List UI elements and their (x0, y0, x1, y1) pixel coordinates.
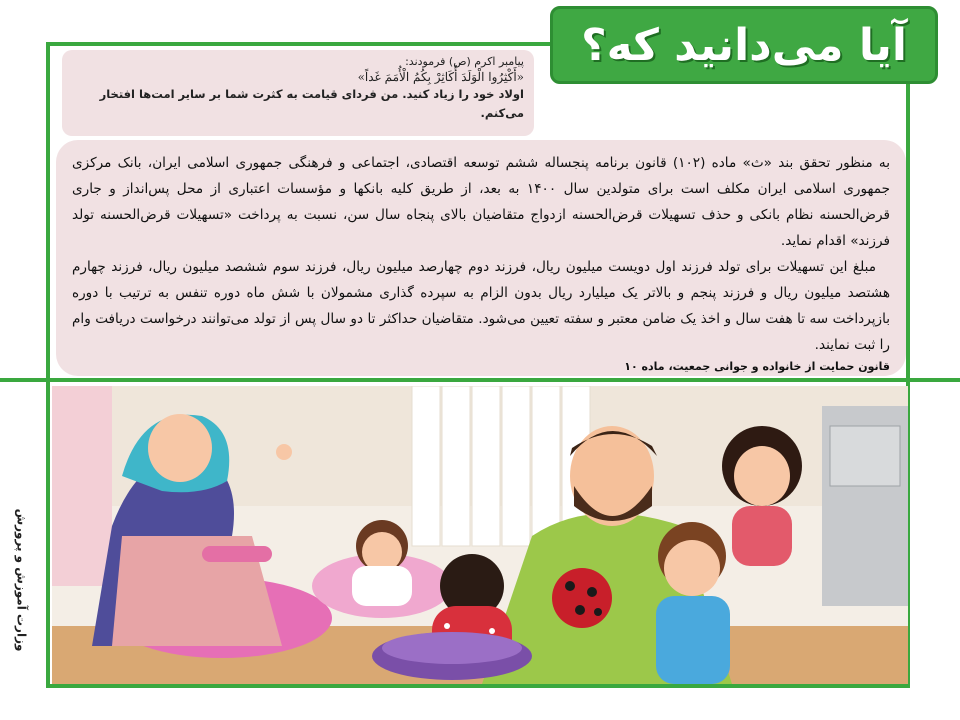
divider-line (0, 378, 960, 382)
family-scene (52, 386, 908, 684)
law-paragraph-1: به منظور تحقق بند «ث» ماده (۱۰۲) قانون برنامه پنجساله ششم توسعه اقتصادی، اجتماعی و فرهنگی جمهوری اسلامی ایران، بانک مرکزی جمهوری اسلامی ایران مکلف است برای متولدین سال ۱۴۰۰ به بعد، از طریق کلیه بانکها و مؤسسات اعتباری از محل پس‌انداز و جاری قرض‌الحسنه نظام بانکی و حذف تسهیلات قرض‌الحسنه ازدواج متقاضیان بالای پنجاه سال سن، نسبت به پرداخت «تسهیلات قرض‌الحسنه تولد فرزند» اقدام نماید. (72, 155, 890, 249)
law-box (56, 140, 906, 376)
hadith-intro: پیامبر اکرم (ص) فرمودند: (405, 55, 524, 68)
ladybug-toy (552, 568, 612, 628)
law-source: قانون حمایت از خانواده و جوانی جمعیت، ماده ۱۰ (624, 360, 890, 373)
hadith-box (62, 50, 534, 136)
title-banner (550, 6, 938, 84)
law-paragraph-2: مبلغ این تسهیلات برای تولد فرزند اول دویست میلیون ریال، فرزند دوم چهارصد میلیون ریال، فرزند سوم ششصد میلیون ریال، فرزند چهارم هشتصد میلیون ریال و فرزند پنجم و بالاتر یک میلیارد ریال بدون الزام به سپرده گذاری مشمولان با شش ماه دوره تنفس به ترتیب با دوره بازپرداخت سه تا هفت سال و اخذ یک ضامن معتبر و سفته تعیین می‌شود. متقاضیان حداکثر تا دو سال پس از تولد می‌توانند درخواست دریافت وام را ثبت نمایند. (72, 259, 890, 353)
page-title: آیا می‌دانید که؟ (581, 19, 907, 71)
side-caption-box (6, 460, 36, 700)
hadith-arabic: «أَكْثِرُوا الْوَلَدَ أُكَاثِرْ بِكُمُ الْأُمَمَ غَداً» (357, 70, 524, 84)
family-illustration (52, 386, 908, 684)
hadith-translation: اولاد خود را زیاد کنید. من فردای قیامت به کثرت شما بر سایر امت‌ها افتخار می‌کنم. (99, 87, 524, 120)
side-caption: وزارت آموزش و پرورش (14, 508, 28, 652)
boy-figure (656, 522, 730, 684)
